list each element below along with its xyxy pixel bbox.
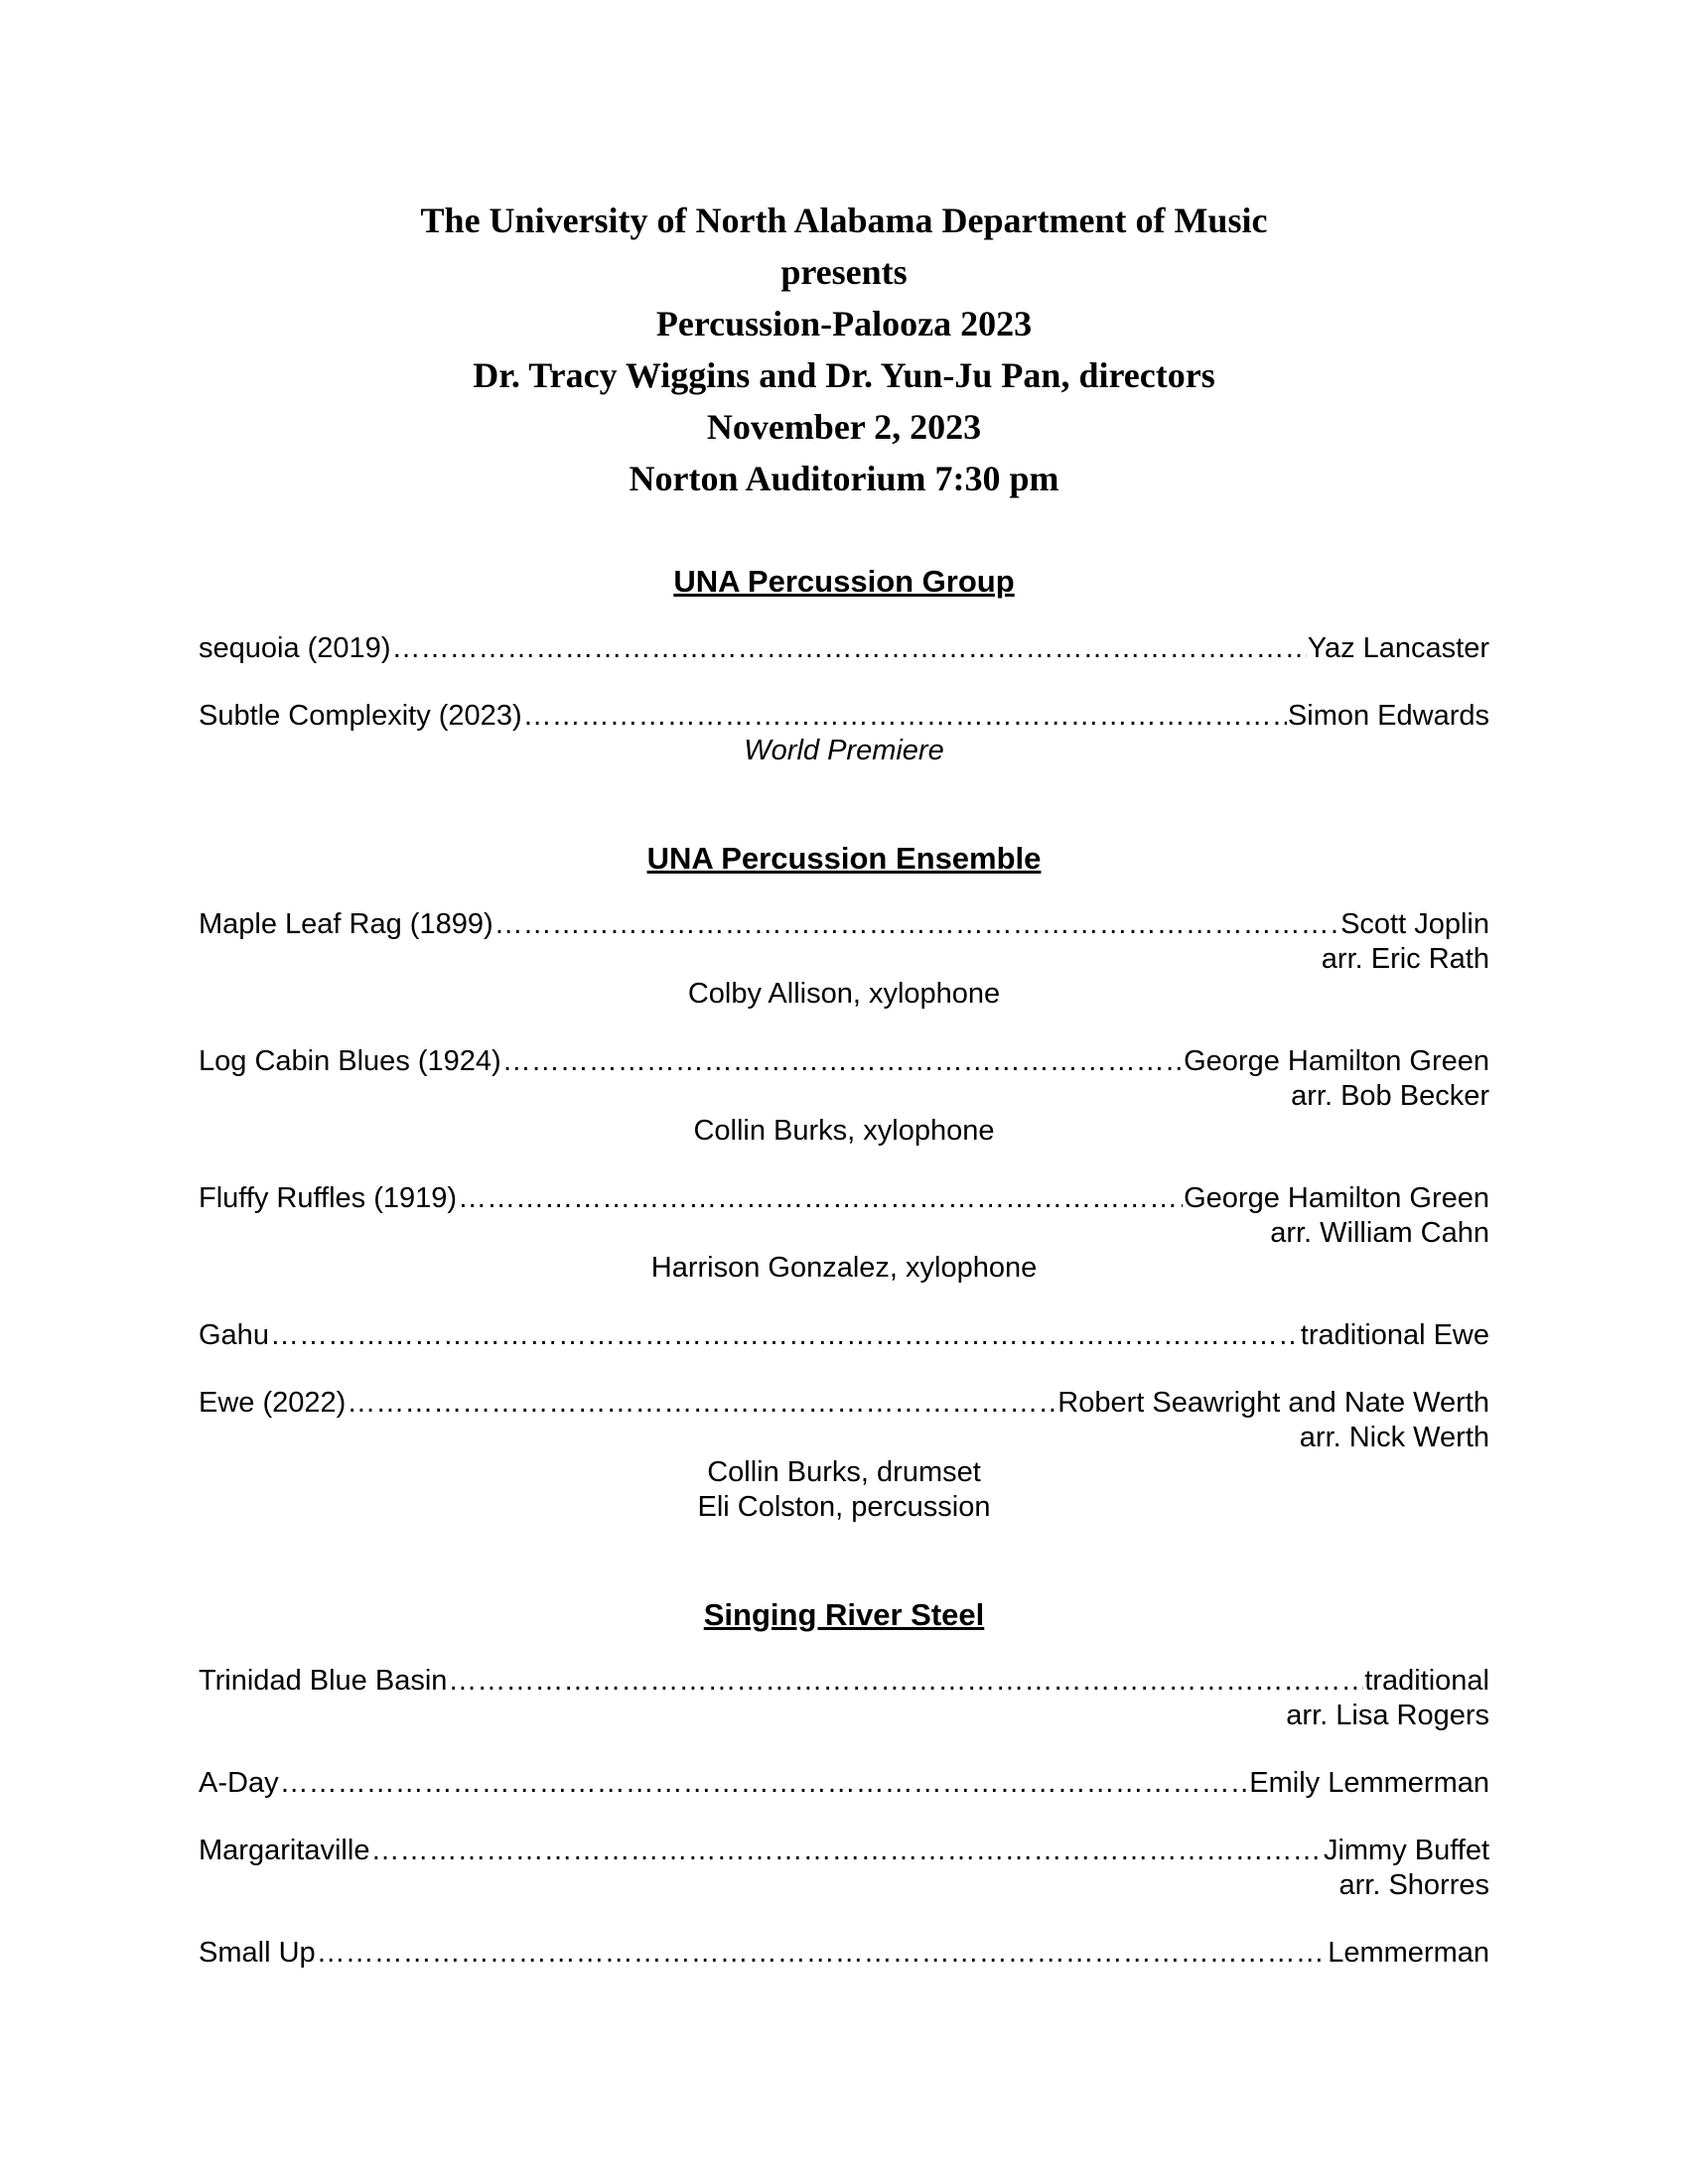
section-singing-river-steel	[199, 1595, 1489, 1971]
premiere-note: World Premiere	[744, 735, 944, 766]
arranger: arr. Bob Becker	[1291, 1080, 1489, 1112]
section-title: UNA Percussion Ensemble	[646, 841, 1042, 876]
arranger: arr. Lisa Rogers	[1286, 1700, 1489, 1731]
header-directors: Dr. Tracy Wiggins and Dr. Yun-Ju Pan, directors	[473, 355, 1215, 395]
piece-title: sequoia (2019)	[199, 632, 391, 664]
composer: Yaz Lancaster	[1307, 632, 1489, 664]
performer: Collin Burks, drumset	[707, 1456, 981, 1488]
performer: Harrison Gonzalez, xylophone	[650, 1252, 1038, 1284]
dot-leader	[448, 1664, 1363, 1699]
header-date: November 2, 2023	[706, 407, 982, 447]
program-entry	[199, 1834, 1489, 1903]
arranger: arr. William Cahn	[1270, 1217, 1489, 1249]
program-entry	[199, 1664, 1489, 1733]
dot-leader	[458, 1181, 1183, 1216]
dot-leader	[494, 907, 1339, 942]
piece-title: Fluffy Ruffles (1919)	[199, 1182, 458, 1214]
header-event-title: Percussion-Palooza 2023	[655, 304, 1033, 343]
dot-leader	[280, 1766, 1249, 1801]
composer: Lemmerman	[1328, 1937, 1489, 1969]
program-entry	[199, 1181, 1489, 1286]
header-department: The University of North Alabama Department of Music	[420, 201, 1268, 240]
program-entry	[199, 1766, 1489, 1801]
section-percussion-ensemble	[199, 839, 1489, 1525]
header-presents: presents	[780, 252, 908, 292]
composer: Robert Seawright and Nate Werth	[1057, 1387, 1489, 1419]
composer: George Hamilton Green	[1184, 1182, 1489, 1214]
composer: Jimmy Buffet	[1323, 1835, 1489, 1866]
composer: traditional Ewe	[1300, 1319, 1489, 1351]
piece-title: Trinidad Blue Basin	[199, 1665, 448, 1697]
dot-leader	[347, 1386, 1056, 1421]
dot-leader	[391, 631, 1306, 666]
dot-leader	[523, 699, 1287, 734]
program-entry	[199, 631, 1489, 666]
program-entry	[199, 1318, 1489, 1353]
composer: traditional	[1364, 1665, 1489, 1697]
section-title: UNA Percussion Group	[673, 564, 1015, 599]
program-list	[199, 562, 1489, 1971]
section-title: Singing River Steel	[703, 1597, 985, 1632]
program-entry	[199, 699, 1489, 768]
piece-title: Ewe (2022)	[199, 1387, 347, 1419]
program-entry	[199, 1044, 1489, 1149]
piece-title: Subtle Complexity (2023)	[199, 700, 522, 732]
program-entry	[199, 907, 1489, 1012]
piece-title: A-Day	[199, 1767, 279, 1799]
composer: George Hamilton Green	[1184, 1045, 1489, 1077]
section-percussion-group	[199, 562, 1489, 768]
performer: Collin Burks, xylophone	[693, 1115, 995, 1147]
program-page	[199, 0, 1489, 2184]
composer: Scott Joplin	[1340, 908, 1489, 940]
header-venue-time: Norton Auditorium 7:30 pm	[629, 459, 1059, 498]
dot-leader	[270, 1318, 1300, 1353]
composer: Emily Lemmerman	[1249, 1767, 1489, 1799]
composer: Simon Edwards	[1287, 700, 1489, 732]
arranger: arr. Shorres	[1338, 1869, 1489, 1901]
piece-title: Log Cabin Blues (1924)	[199, 1045, 501, 1077]
program-entry	[199, 1386, 1489, 1525]
arranger: arr. Eric Rath	[1321, 943, 1489, 975]
concert-header	[199, 195, 1489, 504]
dot-leader	[370, 1834, 1322, 1868]
program-entry	[199, 1936, 1489, 1971]
piece-title: Margaritaville	[199, 1835, 370, 1866]
piece-title: Small Up	[199, 1937, 316, 1969]
performer: Colby Allison, xylophone	[687, 978, 1001, 1010]
piece-title: Maple Leaf Rag (1899)	[199, 908, 493, 940]
piece-title: Gahu	[199, 1319, 269, 1351]
dot-leader	[502, 1044, 1183, 1079]
dot-leader	[317, 1936, 1328, 1971]
arranger: arr. Nick Werth	[1299, 1422, 1489, 1453]
performer: Eli Colston, percussion	[697, 1491, 991, 1523]
